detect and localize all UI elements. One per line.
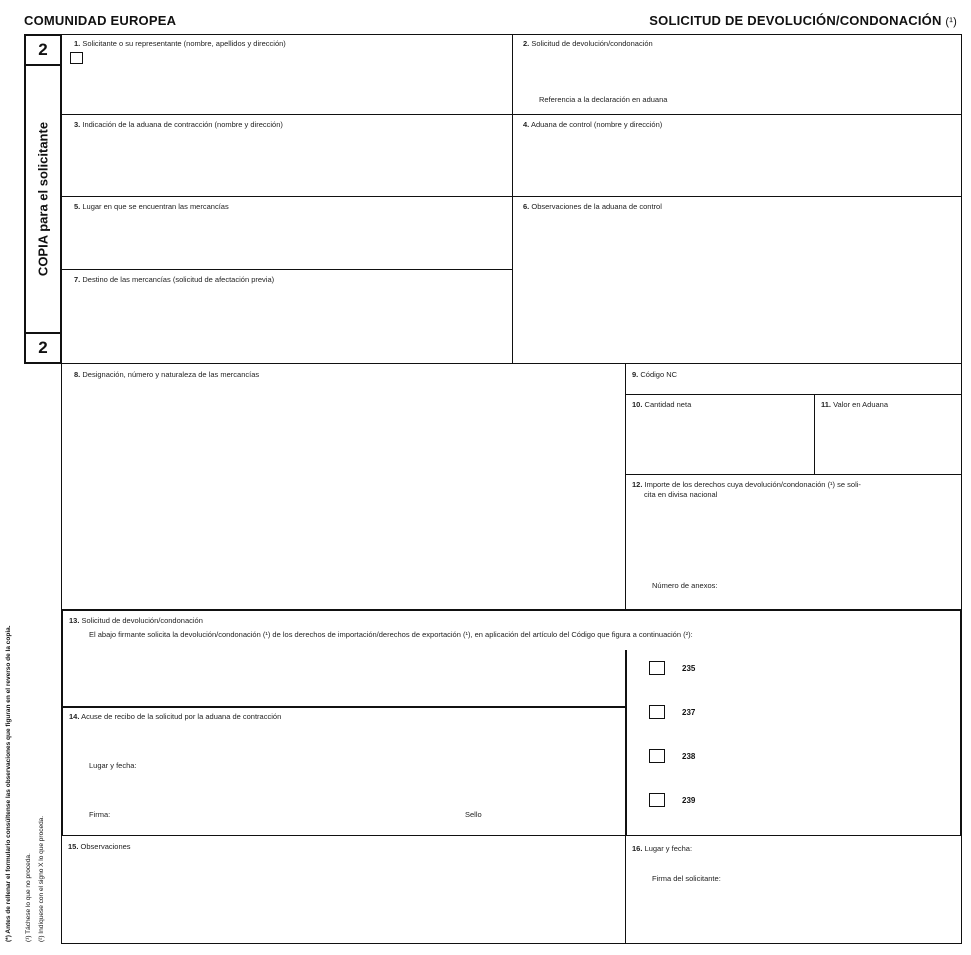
box-5-label: Lugar en que se encuentran las mercancías <box>82 202 229 211</box>
box-10-net-quantity[interactable]: 10. Cantidad neta <box>625 394 815 475</box>
box-7-label: Destino de las mercancías (solicitud de afectación previa) <box>82 275 275 284</box>
box-10-label: Cantidad neta <box>644 400 692 409</box>
box-13-request-statement[interactable]: 13. Solicitud de devolución/condonación El abajo firmante solicita la devolución/condonación (¹) de los derechos de importación/derechos de exportación (¹), en aplicación del artículo del Código que figura a continuación (²): <box>61 609 962 708</box>
box-12-label-line2: cita en divisa nacional <box>644 490 718 499</box>
box-15-observations[interactable]: 15. Observaciones <box>61 835 626 944</box>
article-235-checkbox[interactable] <box>649 661 665 675</box>
box-7-goods-destination[interactable]: 7. Destino de las mercancías (solicitud de afectación previa) <box>61 269 513 364</box>
footnote-1: (¹) Táchese lo que no proceda. <box>25 853 32 942</box>
box-9-label: Código NC <box>640 370 678 379</box>
article-237-checkbox[interactable] <box>649 705 665 719</box>
box-8-label: Designación, número y naturaleza de las mercancías <box>82 370 260 379</box>
copy-number-bottom: 2 <box>26 332 60 362</box>
articles-panel <box>625 650 962 837</box>
box-16-label: Lugar y fecha: <box>644 844 693 853</box>
box-11-label: Valor en Aduana <box>833 400 889 409</box>
box-1-label: Solicitante o su representante (nombre, apellidos y dirección) <box>82 39 286 48</box>
box-5-goods-location[interactable]: 5. Lugar en que se encuentran las mercancías <box>61 196 513 270</box>
copy-strip <box>24 34 62 364</box>
form-header-right <box>649 13 957 28</box>
box-6-label: Observaciones de la aduana de control <box>531 202 662 211</box>
article-239-label: 239 <box>682 796 696 805</box>
box-4-control-office[interactable]: 4. Aduana de control (nombre y dirección) <box>512 114 962 197</box>
box-1-checkbox[interactable] <box>70 52 83 64</box>
box-12-annex-count: Número de anexos: <box>652 581 718 590</box>
article-238-label: 238 <box>682 752 696 761</box>
article-237-label: 237 <box>682 708 696 717</box>
box-14-label: Acuse de recibo de la solicitud por la aduana de contracción <box>81 712 282 721</box>
box-1-applicant[interactable]: 1. Solicitante o su representante (nombre, apellidos y dirección) <box>61 34 513 115</box>
box-12-label-line1: Importe de los derechos cuya devolución/condonación (¹) se soli- <box>644 480 861 489</box>
box-15-label: Observaciones <box>80 842 131 851</box>
box-11-customs-value[interactable]: 11. Valor en Aduana <box>814 394 962 475</box>
box-16-signature: Firma del solicitante: <box>652 874 721 883</box>
box-13-label: Solicitud de devolución/condonación <box>81 616 203 625</box>
footnote-2: (²) Indíquese con el signo X lo que proceda. <box>38 815 45 942</box>
box-4-label: Aduana de control (nombre y dirección) <box>530 120 663 129</box>
article-238-checkbox[interactable] <box>649 749 665 763</box>
box-13-text: El abajo firmante solicita la devolución/condonación (¹) de los derechos de importación/derechos de exportación (¹), en aplicación del artículo del Código que figura a continuación (²): <box>89 630 693 639</box>
box-3-customs-office[interactable]: 3. Indicación de la aduana de contracción (nombre y dirección) <box>61 114 513 197</box>
box-14-receipt-acknowledgement[interactable]: 14. Acuse de recibo de la solicitud por la aduana de contracción Lugar y fecha: Firma: Sello <box>61 706 627 837</box>
article-239-checkbox[interactable] <box>649 793 665 807</box>
box-3-label: Indicación de la aduana de contracción (nombre y dirección) <box>82 120 283 129</box>
copy-label: COPIA para el solicitante <box>35 121 51 277</box>
articles-panel-joint <box>627 706 960 709</box>
footnote-main: (*) Antes de rellenar el formulario consúltense las observaciones que figuran en el reverso de la copia. <box>5 625 12 942</box>
box-2-request[interactable]: 2. Solicitud de devolución/condonación Referencia a la declaración en aduana <box>512 34 962 115</box>
form-header-left: COMUNIDAD EUROPEA <box>24 13 177 28</box>
form-title: SOLICITUD DE DEVOLUCIÓN/CONDONACIÓN <box>649 13 942 28</box>
box-9-nc-code[interactable]: 9. Código NC <box>625 363 962 395</box>
article-235-label: 235 <box>682 664 696 673</box>
form-title-note: (¹) <box>945 16 957 28</box>
box-12-duty-amount[interactable]: 12. Importe de los derechos cuya devolución/condonación (¹) se soli- cita en divisa nacional Número de anexos: <box>625 474 962 611</box>
box-14-place-date: Lugar y fecha: <box>89 761 137 770</box>
box-6-control-observations[interactable]: 6. Observaciones de la aduana de control <box>512 196 962 364</box>
box-2-label: Solicitud de devolución/condonación <box>531 39 653 48</box>
box-8-goods-description[interactable]: 8. Designación, número y naturaleza de las mercancías <box>61 363 626 611</box>
box-14-seal: Sello <box>465 810 482 819</box>
box-16-applicant-signature[interactable]: 16. Lugar y fecha: Firma del solicitante: <box>625 835 962 944</box>
copy-number-top: 2 <box>26 36 60 66</box>
box-2-reference: Referencia a la declaración en aduana <box>539 95 668 104</box>
box-14-signature: Firma: <box>89 810 111 819</box>
